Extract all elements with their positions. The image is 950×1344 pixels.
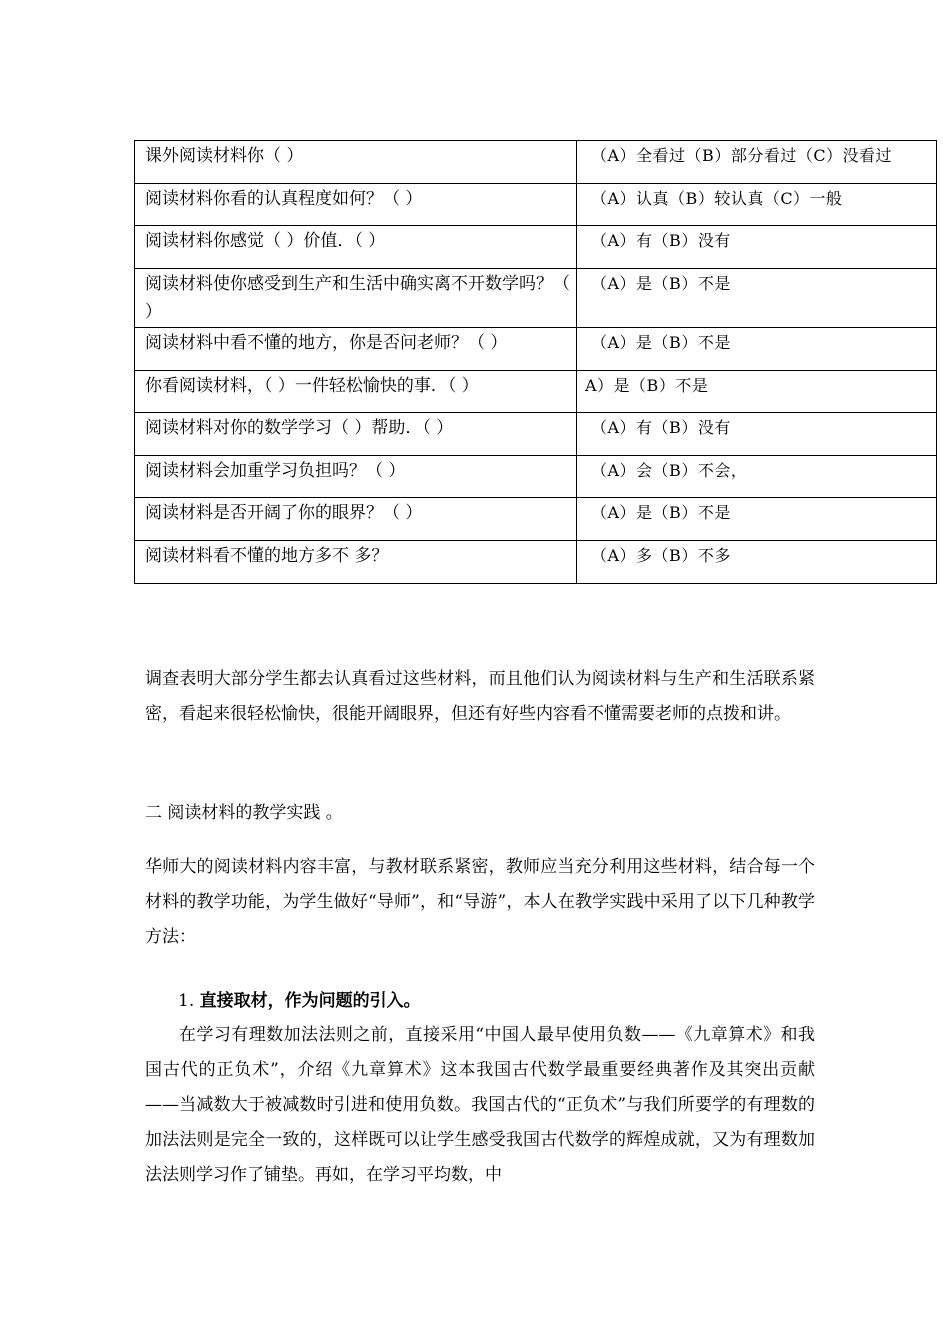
table-row [135, 541, 937, 584]
options-cell: （A）是（B）不是 [577, 328, 937, 371]
method-item-heading [178, 984, 818, 1019]
question-cell: 阅读材料你看的认真程度如何？（ ） [135, 184, 577, 226]
section-heading: 二 阅读材料的教学实践 。 [145, 803, 343, 823]
options-cell: A）是（B）不是 [577, 371, 937, 413]
item-title: 直接取材，作为问题的引入。 [199, 991, 421, 1011]
options-cell: （A）有（B）没有 [577, 226, 937, 269]
question-cell: 你看阅读材料，（ ）一件轻松愉快的事．（ ） [135, 371, 577, 413]
question-cell: 阅读材料使你感受到生产和生活中确实离不开数学吗？（ ） [135, 269, 577, 328]
survey-table [134, 140, 937, 584]
options-cell: （A）是（B）不是 [577, 269, 937, 328]
question-cell: 课外阅读材料你（ ） [135, 141, 577, 184]
options-cell: （A）是（B）不是 [577, 498, 937, 541]
table-row [135, 371, 937, 413]
question-cell: 阅读材料对你的数学学习（ ）帮助．（ ） [135, 413, 577, 456]
question-cell: 阅读材料你感觉（ ）价值．（ ） [135, 226, 577, 269]
table-row [135, 269, 937, 328]
options-cell: （A）会（B）不会， [577, 456, 937, 498]
options-cell: （A）认真（B）较认真（C）一般 [577, 184, 937, 226]
table-row [135, 413, 937, 456]
item-number: 1. [178, 991, 200, 1011]
method-description-paragraph: 在学习有理数加法法则之前，直接采用“中国人最早使用负数——《九章算术》和我国古代的正负术”，介绍《九章算术》这本我国古代数学最重要经典著作及其突出贡献——当减数大于被减数时引进和使用负数。我国古代的“正负术”与我们所要学的有理数的加法法则是完全一致的，这样既可以让学生感受我国古代数学的辉煌成就，又为有理数加法法则学习作了铺垫。再如，在学习平均数，中 [145, 1025, 815, 1185]
question-cell: 阅读材料中看不懂的地方，你是否问老师？（ ） [135, 328, 577, 371]
question-cell: 阅读材料会加重学习负担吗？（ ） [135, 456, 577, 498]
survey-conclusion-paragraph: 调查表明大部分学生都去认真看过这些材料，而且他们认为阅读材料与生产和生活联系紧密，看起来很轻松愉快，很能开阔眼界，但还有好些内容看不懂需要老师的点拨和讲。 [145, 669, 815, 724]
table-row [135, 456, 937, 498]
options-cell: （A）全看过（B）部分看过（C）没看过 [577, 141, 937, 184]
table-row [135, 226, 937, 269]
table-row [135, 184, 937, 226]
question-cell: 阅读材料是否开阔了你的眼界？（ ） [135, 498, 577, 541]
table-row [135, 141, 937, 184]
table-row [135, 498, 937, 541]
options-cell: （A）有（B）没有 [577, 413, 937, 456]
table-row [135, 328, 937, 371]
options-cell: （A）多（B）不多 [577, 541, 937, 584]
question-cell: 阅读材料看不懂的地方多不 多？ [135, 541, 577, 584]
teaching-intro-paragraph: 华师大的阅读材料内容丰富，与教材联系紧密，教师应当充分利用这些材料，结合每一个材料的教学功能，为学生做好“导师”，和“导游”，本人在教学实践中采用了以下几种教学方法： [145, 857, 815, 947]
